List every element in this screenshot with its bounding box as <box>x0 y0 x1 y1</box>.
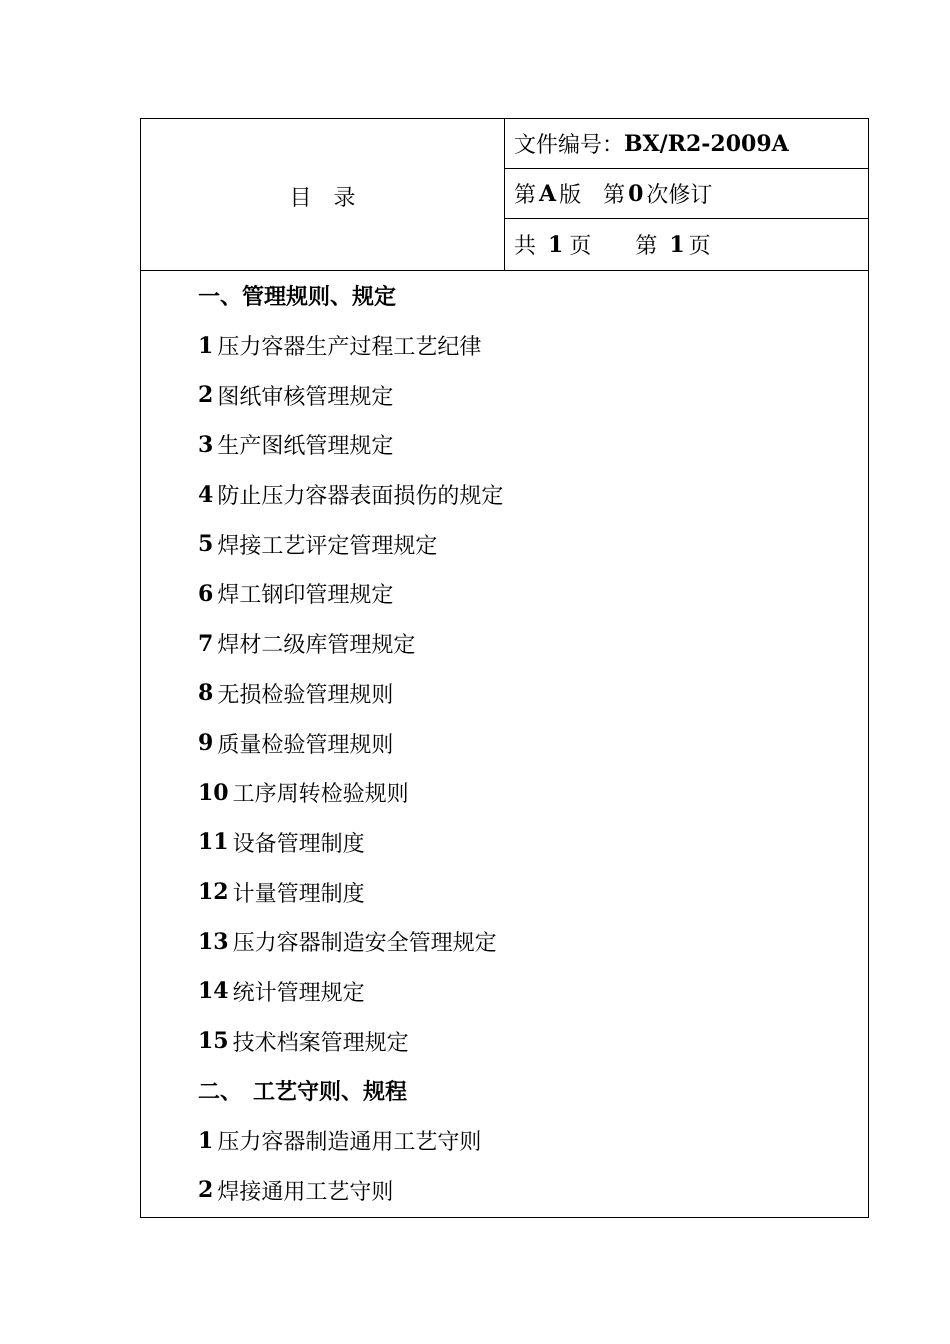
list-item <box>198 867 858 917</box>
item-number: 8 <box>198 680 214 707</box>
list-item <box>198 1165 858 1215</box>
revision-suffix: 次修订 <box>646 183 713 208</box>
item-number: 3 <box>198 431 214 458</box>
total-suffix: 页 第 <box>569 234 658 259</box>
item-text: 压力容器制造通用工艺守则 <box>217 1130 482 1156</box>
item-text: 焊接工艺评定管理规定 <box>217 533 438 559</box>
document-table <box>140 118 869 1218</box>
item-text: 焊材二级库管理规定 <box>217 633 416 659</box>
item-number: 2 <box>198 1177 214 1204</box>
revision-value: 0 <box>628 180 644 207</box>
item-number: 13 <box>198 928 229 955</box>
item-number: 10 <box>198 779 229 806</box>
item-number: 12 <box>198 879 229 906</box>
list-item <box>198 370 858 420</box>
item-number: 5 <box>198 531 214 558</box>
section-heading: 一、管理规则、规定 <box>198 284 397 311</box>
list-item <box>198 321 858 371</box>
list-item <box>198 917 858 967</box>
list-item <box>198 420 858 470</box>
item-text: 工序周转检验规则 <box>232 782 409 808</box>
item-number: 14 <box>198 978 229 1005</box>
table-of-contents <box>198 271 858 1215</box>
total-pages-value: 1 <box>548 231 564 258</box>
file-number-label: 文件编号： <box>514 133 625 158</box>
list-item <box>198 669 858 719</box>
file-number-value: BX/R2-2009A <box>624 130 789 157</box>
list-item <box>198 1016 858 1066</box>
list-item <box>198 768 858 818</box>
item-text: 设备管理制度 <box>232 831 365 857</box>
meta-cell <box>505 119 868 270</box>
list-item <box>198 967 858 1017</box>
list-item <box>198 519 858 569</box>
item-text: 质量检验管理规则 <box>217 732 394 758</box>
list-item <box>198 1116 858 1166</box>
list-item <box>198 818 858 868</box>
item-text: 焊工钢印管理规定 <box>217 583 394 609</box>
item-number: 11 <box>198 829 229 856</box>
file-number-row <box>505 119 868 169</box>
item-number: 1 <box>198 1127 214 1154</box>
edition-suffix: 版 第 <box>559 183 626 208</box>
item-number: 9 <box>198 730 214 757</box>
item-number: 2 <box>198 382 214 409</box>
list-item <box>198 718 858 768</box>
item-number: 4 <box>198 481 214 508</box>
page-title: 目 录 <box>289 186 356 211</box>
page-number-value: 1 <box>669 231 685 258</box>
list-item <box>198 619 858 669</box>
page-suffix: 页 <box>688 234 711 259</box>
edition-prefix: 第 <box>514 183 537 208</box>
item-text: 压力容器生产过程工艺纪律 <box>217 335 482 361</box>
edition-row <box>505 169 868 219</box>
item-text: 图纸审核管理规定 <box>217 384 394 410</box>
item-text: 计量管理制度 <box>232 881 365 907</box>
item-number: 15 <box>198 1028 229 1055</box>
document-header <box>141 119 868 271</box>
list-item <box>198 470 858 520</box>
item-text: 防止压力容器表面损伤的规定 <box>217 484 504 510</box>
edition-value: A <box>539 180 557 207</box>
item-text: 压力容器制造安全管理规定 <box>232 931 497 957</box>
total-prefix: 共 <box>514 234 537 259</box>
item-number: 1 <box>198 332 214 359</box>
title-cell <box>141 119 505 270</box>
page-count-row <box>505 219 868 270</box>
item-text: 生产图纸管理规定 <box>217 434 394 460</box>
item-text: 技术档案管理规定 <box>232 1030 409 1056</box>
list-item <box>198 569 858 619</box>
item-text: 统计管理规定 <box>232 980 365 1006</box>
section-heading: 二、 工艺守则、规程 <box>198 1079 408 1106</box>
item-text: 焊接通用工艺守则 <box>217 1179 394 1205</box>
item-text: 无损检验管理规则 <box>217 682 394 708</box>
item-number: 6 <box>198 580 214 607</box>
item-number: 7 <box>198 630 214 657</box>
